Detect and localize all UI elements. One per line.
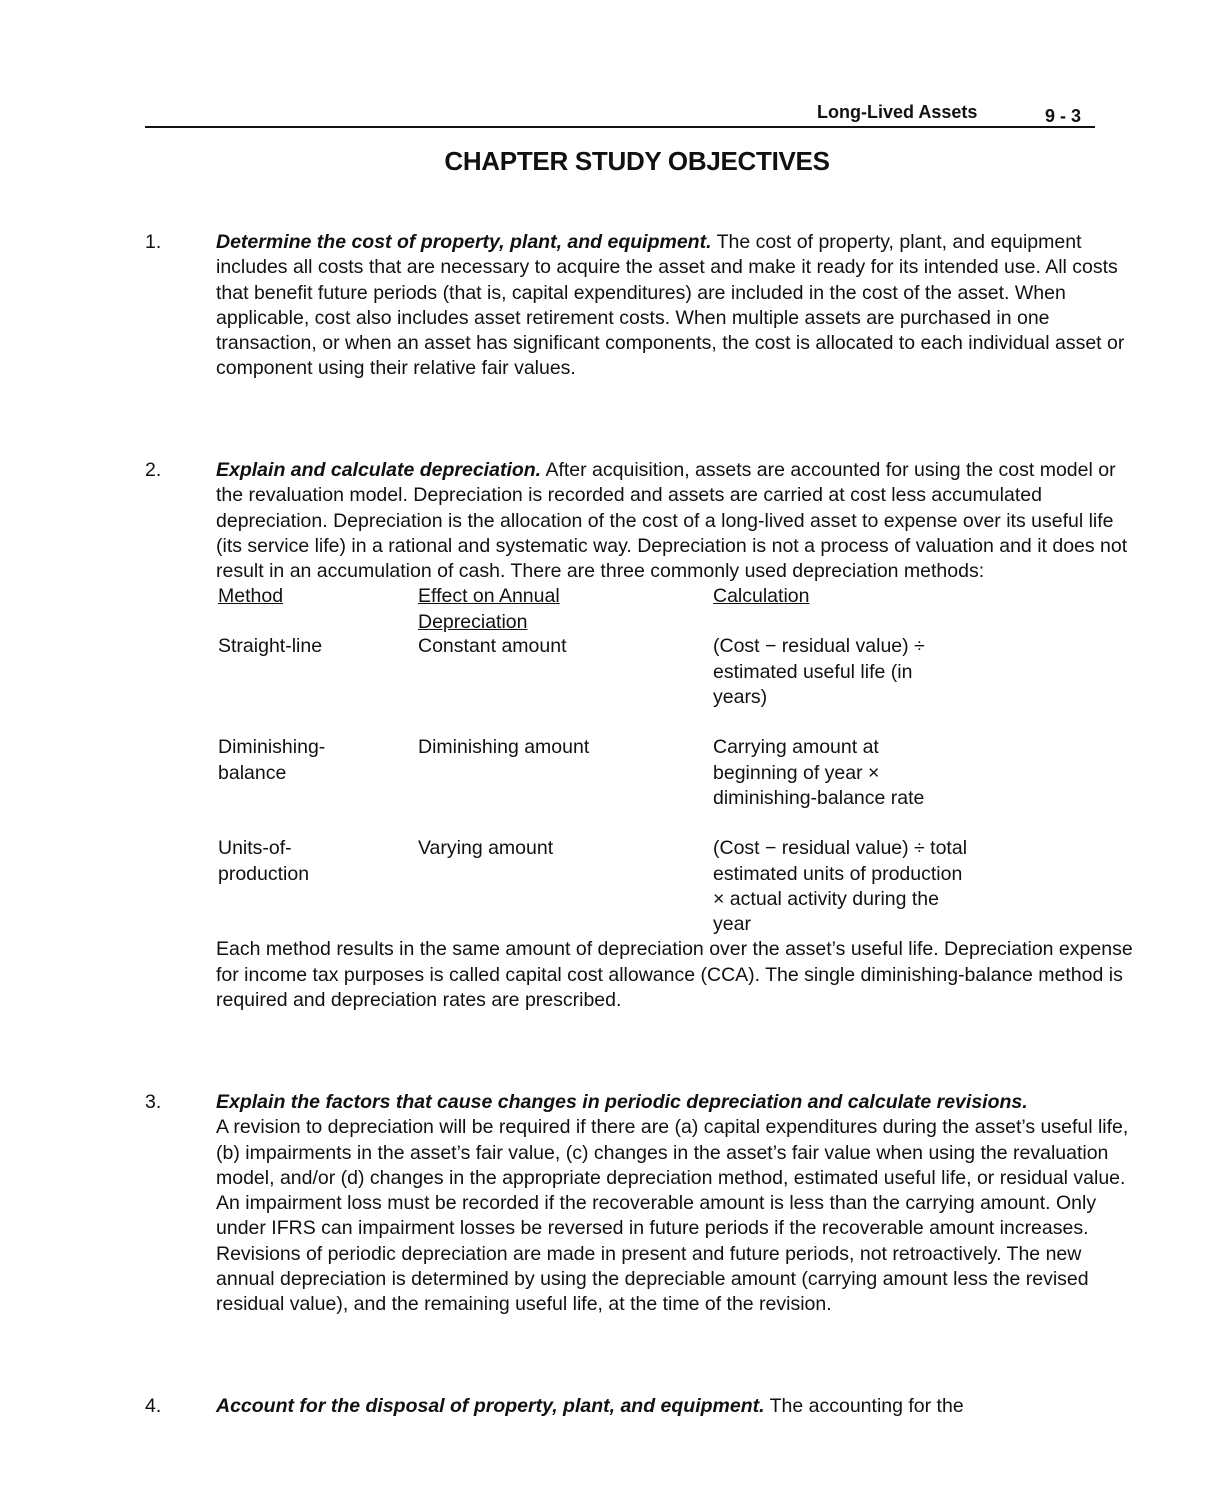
objective-text xyxy=(216,1394,1135,1419)
table-cell-calculation: (Cost − residual value) ÷ total estimated units of production × actual activity during the year xyxy=(713,837,968,936)
objective-number: 2. xyxy=(145,459,162,481)
objective-paragraph xyxy=(216,458,1135,584)
header-page-number: 9 - 3 xyxy=(1045,106,1082,126)
objective-number: 1. xyxy=(145,231,162,253)
depreciation-methods-table xyxy=(218,584,1135,937)
table-cell-effect: Varying amount xyxy=(418,837,554,860)
table-cell-calculation: Carrying amount at beginning of year × diminishing-balance rate xyxy=(713,736,925,810)
page-header xyxy=(145,102,1095,126)
objective-body: The cost of property, plant, and equipment includes all costs that are necessary to acquire the asset and make it ready for its intended use. All costs that benefit future periods (that is, capital expenditures) are included in the cost of the asset. When applicable, cost also includes asset retirement costs. When multiple assets are purchased in one transaction, or when an asset has significant components, the cost is allocated to each individual asset or component using their relative fair values. xyxy=(216,231,1125,380)
objective-heading: Explain the factors that cause changes in periodic depreciation and calculate revisions. xyxy=(216,1091,1028,1113)
table-cell-effect: Constant amount xyxy=(418,635,567,658)
objective-text xyxy=(216,458,1135,1013)
objective-after-table: Each method results in the same amount of depreciation over the asset’s useful life. Depreciation expense for income tax purposes is called capital cost allowance (CCA). The single diminishing-balance method is required and depreciation rates are prescribed. xyxy=(216,938,1133,1012)
objective-4 xyxy=(145,1394,1135,1419)
table-cell-method: Units-of-production xyxy=(218,837,310,885)
objective-number: 3. xyxy=(145,1091,162,1113)
table-cell-method: Straight-line xyxy=(218,635,323,658)
objective-body: The accounting for the xyxy=(764,1395,964,1417)
page-title: CHAPTER STUDY OBJECTIVES xyxy=(444,146,830,176)
objective-2 xyxy=(145,458,1135,1013)
table-header-effect: Effect on Annual Depreciation xyxy=(418,585,560,633)
objective-1 xyxy=(145,230,1135,382)
table-header-calculation: Calculation xyxy=(713,585,810,608)
table-cell-calculation: (Cost − residual value) ÷ estimated useful life (in years) xyxy=(713,635,925,709)
table-cell-method: Diminishing-balance xyxy=(218,736,326,784)
table-header-method: Method xyxy=(218,585,284,608)
objective-text xyxy=(216,1090,1135,1318)
objective-text xyxy=(216,230,1135,382)
objective-heading: Determine the cost of property, plant, and equipment. xyxy=(216,231,712,253)
header-section-title: Long-Lived Assets xyxy=(817,102,978,122)
objective-number: 4. xyxy=(145,1395,162,1417)
header-rule xyxy=(145,126,1095,128)
objective-body: A revision to depreciation will be required if there are (a) capital expenditures during the asset’s useful life, (b) impairments in the asset’s fair value, (c) changes in the asset’s fair value when using the revaluation model, and/or (d) changes in the appropriate depreciation method, estimated useful life, or residual value. An impairment loss must be recorded if the recoverable amount is less than the carrying amount. Only under IFRS can impairment losses be reversed in future periods if the recoverable amount increases. Revisions of periodic depreciation are made in present and future periods, not retroactively. The new annual depreciation is determined by using the depreciable amount (carrying amount less the revised residual value), and the remaining useful life, at the time of the revision. xyxy=(216,1116,1129,1316)
objective-3 xyxy=(145,1090,1135,1318)
objective-body: After acquisition, assets are accounted for using the cost model or the revaluation model. Depreciation is recorded and assets are carried at cost less accumulated depreciation. Depreciation is the allocation of the cost of a long-lived asset to expense over its useful life (its service life) in a rational and systematic way. Depreciation is not a process of valuation and it does not result in an accumulation of cash. There are three commonly used depreciation methods: xyxy=(216,459,1128,583)
objective-heading: Account for the disposal of property, plant, and equipment. xyxy=(216,1395,765,1417)
objective-heading: Explain and calculate depreciation. xyxy=(216,459,542,481)
table-cell-effect: Diminishing amount xyxy=(418,736,590,759)
